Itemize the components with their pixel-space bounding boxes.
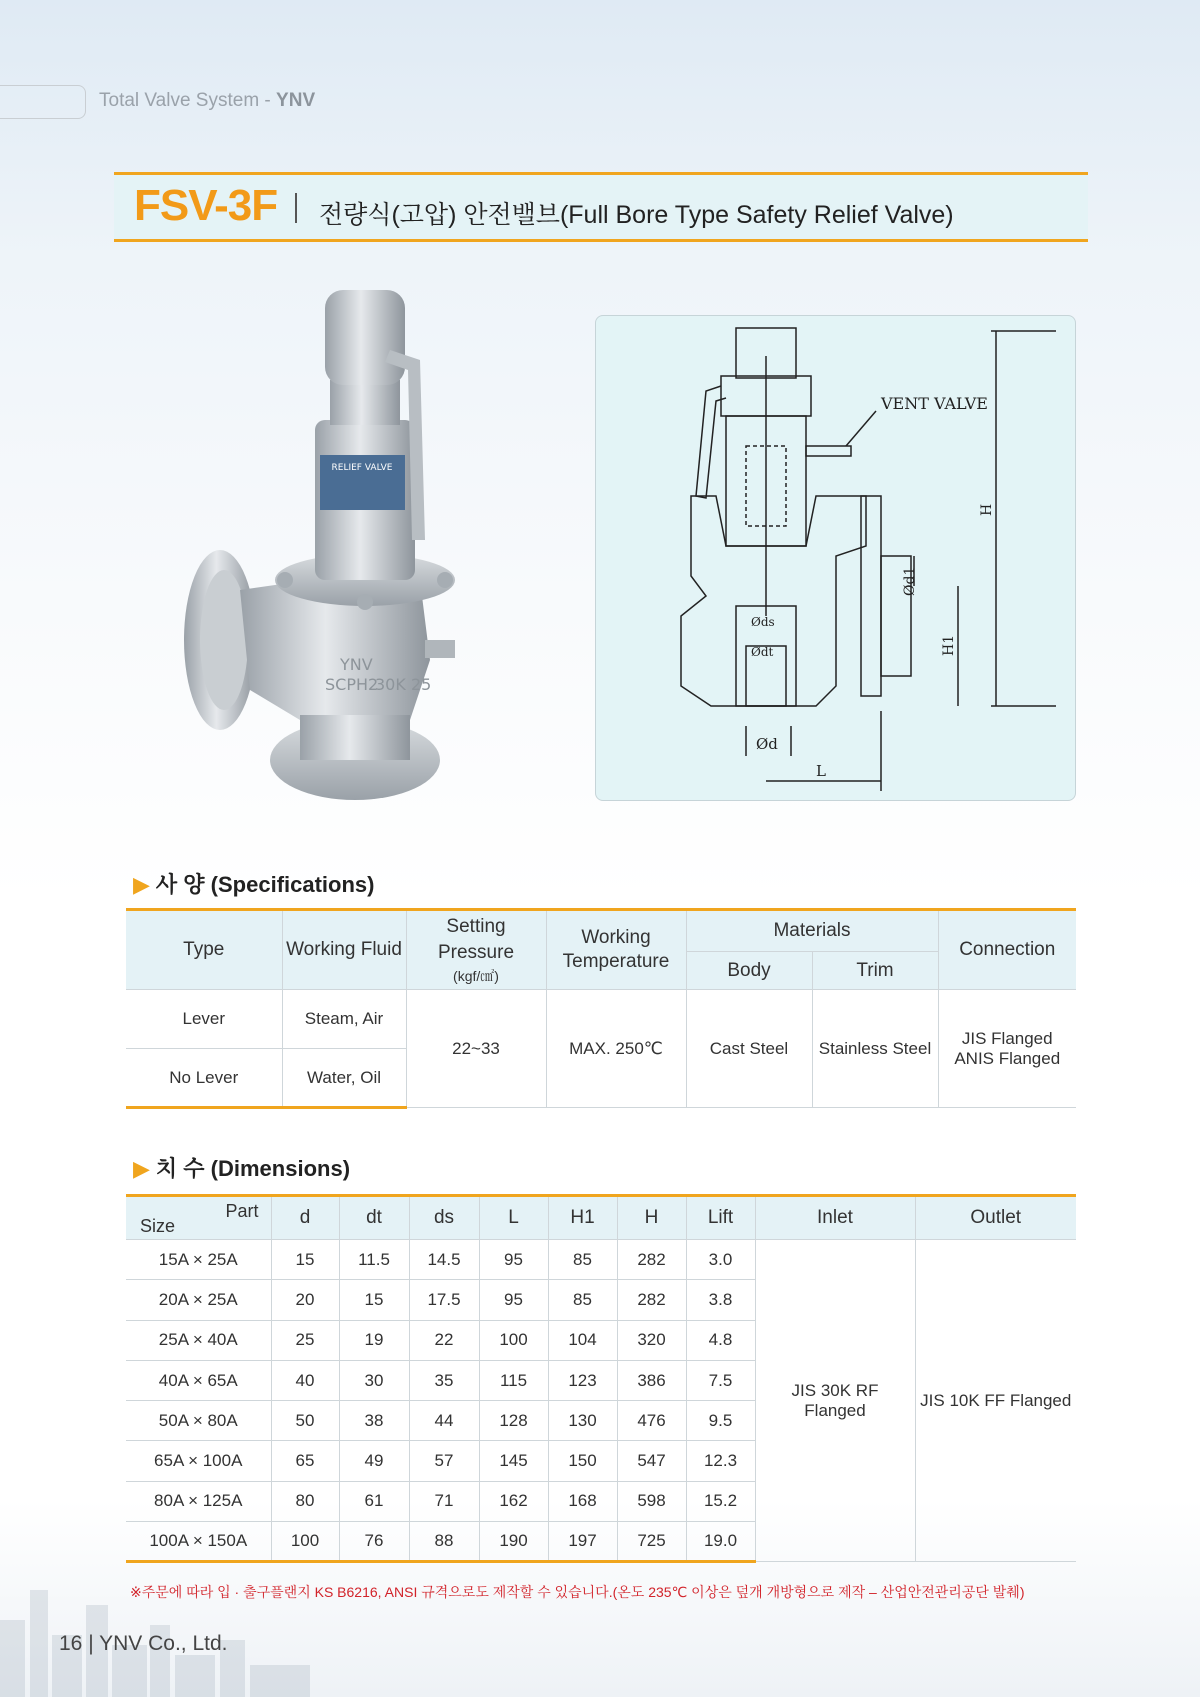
dim-size: 20A × 25A: [126, 1280, 271, 1320]
dim-size: 40A × 65A: [126, 1360, 271, 1400]
dim-H: 320: [617, 1320, 686, 1360]
triangle-icon: ▶: [133, 1156, 150, 1181]
dim-d: 20: [271, 1280, 339, 1320]
dim-size: 25A × 40A: [126, 1320, 271, 1360]
dim-header-inlet: Inlet: [755, 1196, 915, 1240]
triangle-icon: ▶: [133, 872, 150, 897]
page-footer: 16 | YNV Co., Ltd.: [59, 1632, 228, 1655]
dim-lift: 15.2: [686, 1481, 755, 1521]
dim-header-lift: Lift: [686, 1196, 755, 1240]
spec-header-type: Type: [126, 910, 282, 990]
spec-header-temperature: Working Temperature: [546, 910, 686, 990]
dim-dt: 38: [339, 1401, 409, 1441]
dim-ds-label: Øds: [751, 615, 775, 629]
spec-header-connection: Connection: [938, 910, 1076, 990]
spec-type: Lever: [126, 990, 282, 1049]
spec-trim: Stainless Steel: [812, 990, 938, 1108]
dim-L: 162: [479, 1481, 548, 1521]
spec-header-body: Body: [686, 952, 812, 990]
dim-inlet: JIS 30K RF Flanged: [755, 1240, 915, 1562]
dim-lift: 12.3: [686, 1441, 755, 1481]
dim-d1-label: Ød1: [902, 566, 918, 596]
dim-d: 80: [271, 1481, 339, 1521]
dim-H: 598: [617, 1481, 686, 1521]
spec-header-fluid: Working Fluid: [282, 910, 406, 990]
casting-mark-1: YNV: [340, 655, 373, 674]
dim-d: 65: [271, 1441, 339, 1481]
dim-ds: 57: [409, 1441, 479, 1481]
dim-L: 100: [479, 1320, 548, 1360]
header-tab: [0, 85, 86, 119]
company-name: YNV Co., Ltd.: [99, 1632, 228, 1655]
dim-H: 547: [617, 1441, 686, 1481]
title-bar: [114, 172, 1088, 242]
dim-dt: 15: [339, 1280, 409, 1320]
dim-H: 282: [617, 1240, 686, 1280]
dim-ds: 22: [409, 1320, 479, 1360]
dim-H1: 197: [548, 1522, 617, 1562]
dim-d: 50: [271, 1401, 339, 1441]
dim-ds: 17.5: [409, 1280, 479, 1320]
dim-header-dt: dt: [339, 1196, 409, 1240]
spec-header-materials: Materials: [686, 910, 938, 952]
dim-ds: 71: [409, 1481, 479, 1521]
dim-dt-label: Ødt: [751, 645, 774, 659]
dim-header-d: d: [271, 1196, 339, 1240]
dim-header-L: L: [479, 1196, 548, 1240]
dim-lift: 3.8: [686, 1280, 755, 1320]
spec-temperature: MAX. 250℃: [546, 990, 686, 1108]
dim-dt: 11.5: [339, 1240, 409, 1280]
dim-H1: 130: [548, 1401, 617, 1441]
dimensions-table: [126, 1194, 1076, 1563]
spec-fluid: Steam, Air: [282, 990, 406, 1049]
dim-dt: 30: [339, 1360, 409, 1400]
spec-body: Cast Steel: [686, 990, 812, 1108]
dim-lift: 4.8: [686, 1320, 755, 1360]
dim-d-label: Ød: [756, 735, 778, 753]
header-brand: Total Valve System - YNV: [99, 90, 316, 111]
spec-pressure: 22~33: [406, 990, 546, 1108]
dim-size: 100A × 150A: [126, 1522, 271, 1562]
dim-d: 25: [271, 1320, 339, 1360]
dim-L: 95: [479, 1280, 548, 1320]
table-row: [126, 1240, 1076, 1280]
specifications-table: [126, 908, 1076, 1109]
dim-L: 145: [479, 1441, 548, 1481]
casting-mark-2: SCPH2: [325, 675, 379, 694]
dim-H1: 150: [548, 1441, 617, 1481]
dim-dt: 61: [339, 1481, 409, 1521]
dim-L: 128: [479, 1401, 548, 1441]
footnote: ※주문에 따라 입 · 출구플랜지 KS B6216, ANSI 규격으로도 제작할 수 있습니다.(온도 235℃ 이상은 덮개 개방형으로 제작 – 산업안전관리공단 발췌): [130, 1584, 1025, 1600]
dim-header-H1: H1: [548, 1196, 617, 1240]
dim-lift: 9.5: [686, 1401, 755, 1441]
spec-header-pressure: Setting Pressure (kgf/㎠): [406, 910, 546, 990]
dim-dt: 49: [339, 1441, 409, 1481]
page-number: 16: [59, 1632, 83, 1655]
table-row: [126, 990, 1076, 1049]
casting-mark-3: 30K 25: [375, 675, 432, 694]
dim-lift: 3.0: [686, 1240, 755, 1280]
product-description: 전량식(고압) 안전밸브(Full Bore Type Safety Relief Valve): [319, 201, 954, 229]
dim-ds: 35: [409, 1360, 479, 1400]
technical-drawing: [595, 315, 1076, 801]
dim-L-label: L: [816, 762, 826, 780]
dim-H1: 85: [548, 1280, 617, 1320]
dim-ds: 88: [409, 1522, 479, 1562]
dim-H1-label: H1: [941, 634, 957, 656]
dim-H: 476: [617, 1401, 686, 1441]
dim-L: 190: [479, 1522, 548, 1562]
dim-lift: 7.5: [686, 1360, 755, 1400]
specs-heading: ▶ 사 양 (Specifications): [133, 872, 375, 897]
dim-H: 386: [617, 1360, 686, 1400]
dim-H1: 104: [548, 1320, 617, 1360]
product-model: FSV-3F: [134, 181, 278, 230]
title-divider: [295, 193, 297, 223]
dim-d: 15: [271, 1240, 339, 1280]
dim-L: 95: [479, 1240, 548, 1280]
dim-ds: 44: [409, 1401, 479, 1441]
nameplate-text: RELIEF VALVE: [331, 463, 393, 473]
dim-L: 115: [479, 1360, 548, 1400]
dim-size: 15A × 25A: [126, 1240, 271, 1280]
dim-header-ds: ds: [409, 1196, 479, 1240]
dim-H: 282: [617, 1280, 686, 1320]
dim-H: 725: [617, 1522, 686, 1562]
dim-dt: 76: [339, 1522, 409, 1562]
dim-H-label: H: [979, 503, 995, 516]
dim-d: 100: [271, 1522, 339, 1562]
dim-size: 65A × 100A: [126, 1441, 271, 1481]
dim-header-outlet: Outlet: [915, 1196, 1076, 1240]
spec-header-trim: Trim: [812, 952, 938, 990]
dim-header-H: H: [617, 1196, 686, 1240]
dim-size: 80A × 125A: [126, 1481, 271, 1521]
skyline-decoration: [0, 1560, 320, 1697]
dim-header-part-size: Part Size: [126, 1196, 271, 1240]
dim-H1: 123: [548, 1360, 617, 1400]
dim-ds: 14.5: [409, 1240, 479, 1280]
dim-size: 50A × 80A: [126, 1401, 271, 1441]
dimensions-heading: ▶ 치 수 (Dimensions): [133, 1156, 351, 1181]
spec-fluid: Water, Oil: [282, 1049, 406, 1108]
dim-H1: 168: [548, 1481, 617, 1521]
dim-outlet: JIS 10K FF Flanged: [915, 1240, 1076, 1562]
product-photo: [180, 290, 500, 810]
spec-type: No Lever: [126, 1049, 282, 1108]
vent-valve-label: VENT VALVE: [881, 394, 988, 413]
dim-lift: 19.0: [686, 1522, 755, 1562]
dim-dt: 19: [339, 1320, 409, 1360]
dim-d: 40: [271, 1360, 339, 1400]
spec-connection: JIS Flanged ANIS Flanged: [938, 990, 1076, 1108]
dim-H1: 85: [548, 1240, 617, 1280]
